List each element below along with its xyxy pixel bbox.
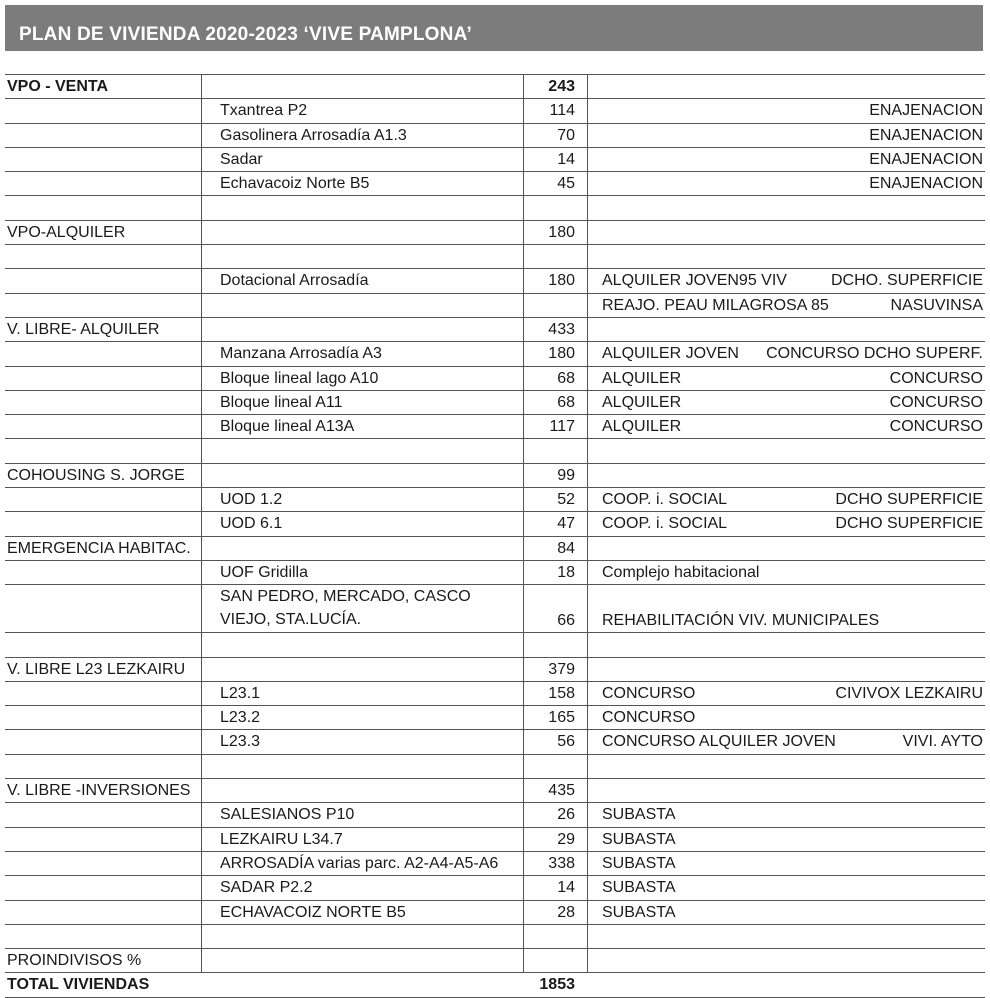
mode-type: COOP. i. SOCIAL: [602, 491, 728, 509]
location-cell: [201, 221, 523, 244]
location-cell: ARROSADÍA varias parc. A2-A4-A5-A6: [201, 852, 523, 875]
units-cell: [523, 755, 587, 778]
mode-cell: [587, 488, 985, 511]
mode-detail: ENAJENACION: [869, 175, 983, 193]
mode-detail: CONCURSO: [889, 418, 983, 436]
units-cell: 68: [523, 367, 587, 390]
units-cell: [523, 925, 587, 948]
mode-cell: [587, 342, 985, 365]
mode-detail: ENAJENACION: [869, 126, 983, 144]
mode-cell: [587, 828, 985, 851]
category-cell: EMERGENCIA HABITAC.: [7, 539, 191, 557]
location-cell: [201, 633, 523, 656]
table-row: [5, 828, 985, 852]
mode-cell: [587, 706, 985, 729]
category-cell: [5, 828, 201, 851]
table-title-bar: [5, 5, 983, 51]
mode-cell: [587, 245, 985, 268]
table-row: [5, 245, 985, 269]
mode-type: REHABILITACIÓN VIV. MUNICIPALES: [602, 612, 880, 630]
location-cell: [201, 464, 523, 487]
mode-type: ALQUILER JOVEN95 VIV: [602, 272, 787, 290]
units-cell: [523, 245, 587, 268]
category-cell: [5, 148, 201, 171]
table-row: [5, 779, 985, 803]
mode-cell: [587, 172, 985, 195]
table-row: [5, 488, 985, 512]
mode-cell: [587, 367, 985, 390]
table-row: [5, 124, 985, 148]
units-cell: 26: [523, 803, 587, 826]
mode-detail: VIVI. AYTO: [902, 733, 983, 751]
category-cell: V. LIBRE L23 LEZKAIRU: [7, 660, 186, 678]
category-cell: [5, 852, 201, 875]
category-cell: V. LIBRE -INVERSIONES: [7, 782, 191, 800]
location-cell: Bloque lineal A11: [201, 391, 523, 414]
mode-detail: CONCURSO: [889, 369, 983, 387]
location-cell: UOD 1.2: [201, 488, 523, 511]
table-row: [5, 367, 985, 391]
mode-type: SUBASTA: [602, 903, 676, 921]
mode-cell: [587, 730, 985, 753]
mode-cell: [587, 99, 985, 122]
category-cell: [5, 99, 201, 122]
category-cell: [5, 925, 201, 948]
units-cell: 18: [523, 561, 587, 584]
mode-type: CONCURSO: [602, 709, 696, 727]
units-cell: [523, 633, 587, 656]
mode-cell: [587, 973, 985, 996]
mode-cell: [587, 901, 985, 924]
location-cell: UOF Gridilla: [201, 561, 523, 584]
units-cell: 379: [523, 658, 587, 681]
units-cell: 68: [523, 391, 587, 414]
table-row: [5, 512, 985, 536]
location-cell: [201, 318, 523, 341]
category-cell: [5, 367, 201, 390]
location-cell: LEZKAIRU L34.7: [201, 828, 523, 851]
category-cell: VPO - VENTA: [7, 78, 109, 95]
units-cell: 52: [523, 488, 587, 511]
table-row: [5, 269, 985, 293]
table-row: [5, 148, 985, 172]
category-cell: [5, 706, 201, 729]
mode-cell: [587, 75, 985, 98]
mode-detail: DCHO SUPERFICIE: [835, 515, 983, 533]
table-row: [5, 439, 985, 463]
units-cell: 158: [523, 682, 587, 705]
table-row: [5, 901, 985, 925]
table-row: [5, 294, 985, 318]
mode-cell: [587, 294, 985, 317]
table-row: [5, 755, 985, 779]
mode-type: ALQUILER: [602, 393, 682, 411]
table-row: [5, 633, 985, 657]
mode-type: ALQUILER: [602, 369, 682, 387]
mode-detail: CONCURSO: [889, 393, 983, 411]
mode-cell: [587, 537, 985, 560]
table-row: [5, 876, 985, 900]
location-cell: [201, 294, 523, 317]
table-row: [5, 99, 985, 123]
mode-cell: [587, 561, 985, 584]
table-title: PLAN DE VIVIENDA 2020-2023 ‘VIVE PAMPLONA’: [19, 24, 472, 45]
units-cell: 433: [523, 318, 587, 341]
location-cell: ECHAVACOIZ NORTE B5: [201, 901, 523, 924]
table-row: [5, 196, 985, 220]
mode-detail: CIVIVOX LEZKAIRU: [835, 684, 983, 702]
location-cell: [201, 949, 523, 972]
mode-cell: [587, 876, 985, 899]
category-cell: [5, 124, 201, 147]
units-cell: 180: [523, 221, 587, 244]
units-cell: 243: [523, 75, 587, 98]
category-cell: [5, 512, 201, 535]
mode-cell: [587, 682, 985, 705]
location-cell: Bloque lineal lago A10: [201, 367, 523, 390]
location-cell: SAN PEDRO, MERCADO, CASCO VIEJO, STA.LUCÍA.: [201, 585, 511, 632]
mode-cell: [587, 633, 985, 656]
category-cell: [5, 488, 201, 511]
units-cell: 28: [523, 901, 587, 924]
category-cell: [5, 633, 201, 656]
mode-cell: [587, 318, 985, 341]
mode-cell: [587, 755, 985, 778]
units-cell: 47: [523, 512, 587, 535]
category-cell: [5, 391, 201, 414]
units-cell: [523, 196, 587, 219]
table-row: [5, 949, 985, 973]
location-cell: Echavacoiz Norte B5: [201, 172, 523, 195]
location-cell: L23.1: [201, 682, 523, 705]
units-cell: 70: [523, 124, 587, 147]
mode-type: CONCURSO: [602, 684, 696, 702]
category-cell: [5, 415, 201, 438]
table-row: [5, 585, 985, 633]
category-cell: [5, 269, 201, 292]
category-cell: [5, 294, 201, 317]
table-row: [5, 75, 985, 99]
location-cell: Dotacional Arrosadía: [201, 269, 523, 292]
table-row: [5, 172, 985, 196]
location-cell: [201, 439, 523, 462]
location-cell: [201, 925, 523, 948]
mode-cell: [587, 439, 985, 462]
category-cell: V. LIBRE- ALQUILER: [7, 320, 160, 338]
mode-detail: CONCURSO DCHO SUPERF.: [766, 345, 983, 363]
mode-cell: [587, 779, 985, 802]
category-cell: [5, 561, 201, 584]
mode-cell: [587, 124, 985, 147]
units-cell: 1853: [539, 976, 575, 994]
units-cell: 165: [523, 706, 587, 729]
mode-type: Complejo habitacional: [602, 563, 760, 581]
location-cell: [201, 779, 523, 802]
mode-type: ALQUILER: [602, 418, 682, 436]
category-cell: [5, 196, 201, 219]
mode-detail: DCHO. SUPERFICIE: [830, 272, 983, 290]
category-cell: COHOUSING S. JORGE: [7, 466, 185, 484]
category-cell: [5, 730, 201, 753]
mode-detail: DCHO SUPERFICIE: [835, 491, 983, 509]
mode-cell: [587, 803, 985, 826]
units-cell: 117: [523, 415, 587, 438]
units-cell: 29: [523, 828, 587, 851]
table-row: [5, 852, 985, 876]
table-row: [5, 973, 985, 997]
units-cell: 114: [523, 99, 587, 122]
table-row: [5, 391, 985, 415]
mode-cell: [587, 585, 985, 632]
mode-type: COOP. i. SOCIAL: [602, 515, 728, 533]
mode-cell: [587, 391, 985, 414]
table-row: [5, 706, 985, 730]
units-cell: [523, 294, 587, 317]
location-cell: Sadar: [201, 148, 523, 171]
units-cell: 435: [523, 779, 587, 802]
category-cell: [5, 172, 201, 195]
mode-cell: [587, 658, 985, 681]
mode-cell: [587, 415, 985, 438]
units-cell: 99: [523, 464, 587, 487]
units-cell: 45: [523, 172, 587, 195]
mode-cell: [587, 196, 985, 219]
category-cell: [5, 245, 201, 268]
location-cell: [201, 245, 523, 268]
table-row: [5, 682, 985, 706]
table-row: [5, 537, 985, 561]
units-cell: 180: [523, 342, 587, 365]
mode-cell: [587, 852, 985, 875]
category-cell: [5, 682, 201, 705]
mode-type: ALQUILER JOVEN: [602, 345, 739, 363]
table-row: [5, 342, 985, 366]
location-cell: [201, 75, 523, 98]
category-cell: [5, 755, 201, 778]
mode-type: SUBASTA: [602, 806, 676, 824]
location-cell: SALESIANOS P10: [201, 803, 523, 826]
table-row: [5, 925, 985, 949]
table-row: [5, 730, 985, 754]
mode-type: SUBASTA: [602, 854, 676, 872]
mode-cell: [587, 221, 985, 244]
mode-cell: [587, 148, 985, 171]
table-row: [5, 658, 985, 682]
category-cell: TOTAL VIVIENDAS: [7, 976, 150, 994]
category-cell: [5, 803, 201, 826]
mode-detail: ENAJENACION: [869, 102, 983, 120]
units-cell: 180: [523, 269, 587, 292]
mode-cell: [587, 464, 985, 487]
table-row: [5, 464, 985, 488]
units-cell: [523, 949, 587, 972]
location-cell: L23.3: [201, 730, 523, 753]
units-cell: 84: [523, 537, 587, 560]
units-cell: 56: [523, 730, 587, 753]
mode-type: CONCURSO ALQUILER JOVEN: [602, 733, 836, 751]
location-cell: [201, 658, 523, 681]
location-cell: SADAR P2.2: [201, 876, 523, 899]
mode-cell: [587, 949, 985, 972]
location-cell: [201, 973, 523, 996]
location-cell: Bloque lineal A13A: [201, 415, 523, 438]
mode-cell: [587, 925, 985, 948]
table-row: [5, 415, 985, 439]
table-row: [5, 318, 985, 342]
category-cell: [5, 439, 201, 462]
location-cell: Txantrea P2: [201, 99, 523, 122]
location-cell: [201, 755, 523, 778]
housing-plan-table: [5, 74, 985, 998]
location-cell: Gasolinera Arrosadía A1.3: [201, 124, 523, 147]
units-cell: 338: [523, 852, 587, 875]
mode-cell: [587, 512, 985, 535]
units-cell: 14: [523, 876, 587, 899]
location-cell: Manzana Arrosadía A3: [201, 342, 523, 365]
mode-type: SUBASTA: [602, 830, 676, 848]
category-cell: [5, 901, 201, 924]
mode-cell: [587, 269, 985, 292]
units-cell: [523, 439, 587, 462]
units-cell: 66: [523, 585, 587, 632]
mode-type: SUBASTA: [602, 879, 676, 897]
category-cell: [5, 342, 201, 365]
table-row: [5, 561, 985, 585]
table-row: [5, 221, 985, 245]
location-cell: L23.2: [201, 706, 523, 729]
mode-type: REAJO. PEAU MILAGROSA 85: [602, 296, 829, 314]
table-row: [5, 803, 985, 827]
units-cell: 14: [523, 148, 587, 171]
mode-detail: ENAJENACION: [869, 150, 983, 168]
category-cell: [5, 876, 201, 899]
mode-detail: NASUVINSA: [890, 296, 983, 314]
location-cell: [201, 537, 523, 560]
location-cell: UOD 6.1: [201, 512, 523, 535]
category-cell: VPO-ALQUILER: [7, 223, 126, 241]
location-cell: [201, 196, 523, 219]
category-cell: [5, 585, 201, 632]
category-cell: PROINDIVISOS %: [7, 952, 142, 970]
